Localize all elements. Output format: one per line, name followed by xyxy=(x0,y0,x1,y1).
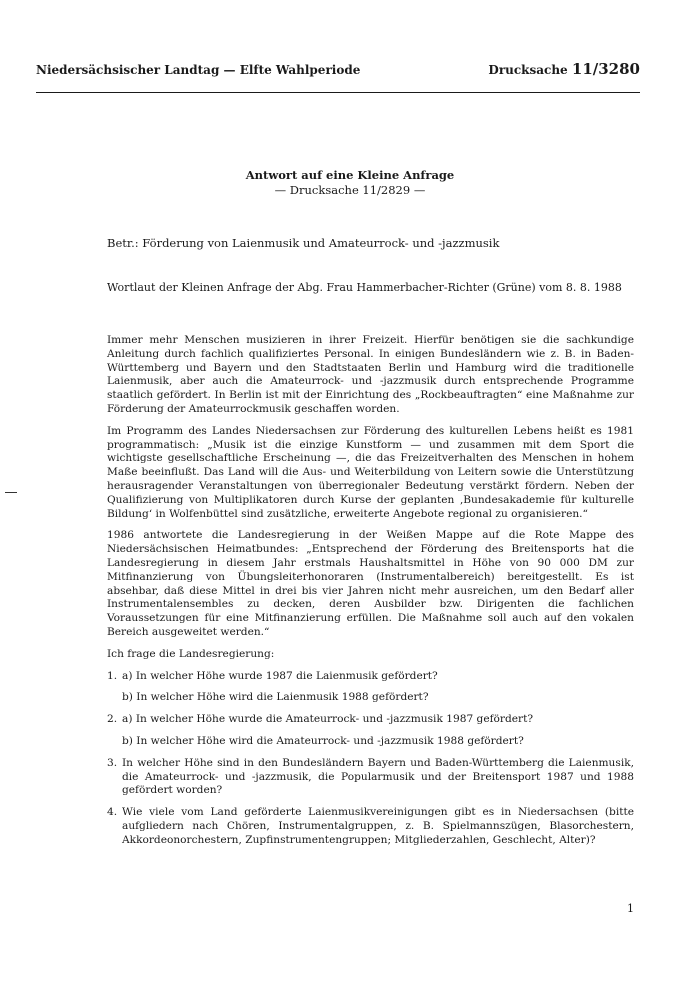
header-rule xyxy=(36,92,640,93)
question-number: 3. xyxy=(107,756,118,769)
margin-mark xyxy=(5,492,17,493)
inquiry-wording: Wortlaut der Kleinen Anfrage der Abg. Frau Hammerbacher-Richter (Grüne) vom 8. 8. 1988 xyxy=(107,281,622,294)
document-body xyxy=(107,334,634,856)
title-block xyxy=(0,168,700,198)
paragraph: Ich frage die Landesregierung: xyxy=(107,647,275,660)
header-drucksache-label: Drucksache xyxy=(488,63,568,77)
question-list xyxy=(107,670,634,848)
header-drucksache xyxy=(488,60,640,78)
header-parliament: Niedersächsischer Landtag — Elfte Wahlperiode xyxy=(36,63,361,77)
page-number: 1 xyxy=(627,902,634,915)
question-item xyxy=(107,670,634,684)
document-title: Antwort auf eine Kleine Anfrage xyxy=(245,168,455,182)
paragraph: 1986 antwortete die Landesregierung in der Weißen Mappe auf die Rote Mappe des Niedersächsischen Heimatbundes: „Entsprechend der Förderung des Breitensports hat die Landesregierung in diesem Jahr erstmals Haushaltsmittel in Höhe von 90 000 DM zur Mitfinanzierung von Übungsleiterhonoraren (Instrumentalbereich) bereitgestellt. Es ist absehbar, daß diese Mittel in drei bis vier Jahren nicht mehr ausreichen, um den Bedarf aller Instrumentalensembles zu decken, deren Ausbilder bzw. Dirigenten die fachlichen Voraussetzungen für eine Mitfinanzierung erfüllen. Die Maßnahme soll auch auf den vokalen Bereich ausgeweitet werden.“ xyxy=(107,529,634,638)
question-subitem: b) In welcher Höhe wird die Laienmusik 1988 gefördert? xyxy=(122,691,429,704)
question-text: a) In welcher Höhe wurde 1987 die Laienmusik gefördert? xyxy=(122,669,438,682)
page-header xyxy=(36,60,640,78)
question-number: 1. xyxy=(107,669,118,682)
question-number: 2. xyxy=(107,713,118,726)
header-drucksache-number: 11/3280 xyxy=(571,60,640,78)
document-subtitle: — Drucksache 11/2829 — xyxy=(274,183,426,197)
paragraph: Im Programm des Landes Niedersachsen zur Förderung des kulturellen Lebens heißt es 1981 programmatisch: „Musik ist die einzige Kunstform — und zusammen mit dem Sport die wichtigste gesellschaftliche Erscheinung —, die das Freizeitverhalten des Menschen in hohem Maße beeinflußt. Das Land will die Aus- und Weiterbildung von Leitern sowie die Unterstützung herausragender Veranstaltungen von überregionaler Bedeutung verstärkt fördern. Neben der Qualifizierung von Multiplikatoren durch Kurse der geplanten ‚Bundesakademie für kulturelle Bildung‘ in Wolfenbüttel sind zusätzliche, erweiterte Angebote regional zu organisieren.“ xyxy=(107,424,634,520)
question-number: 4. xyxy=(107,806,118,819)
question-item xyxy=(107,713,634,727)
question-text: a) In welcher Höhe wurde die Amateurrock- und -jazzmusik 1987 gefördert? xyxy=(122,713,534,726)
question-subitem: b) In welcher Höhe wird die Amateurrock- und -jazzmusik 1988 gefördert? xyxy=(122,734,524,747)
question-item xyxy=(107,806,634,847)
paragraph: Immer mehr Menschen musizieren in ihrer Freizeit. Hierfür benötigen sie die sachkundige Anleitung durch fachlich qualifiziertes Personal. In einigen Bundesländern wie z. B. in Baden-Württemberg und Bayern und den Stadtstaaten Berlin und Hamburg wird die traditionelle Laienmusik, aber auch die Amateurrock- und -jazzmusik durch entsprechende Programme staatlich gefördert. In Berlin ist mit der Einrichtung des „Rockbeauftragten“ eine Maßnahme zur Förderung der Amateurrockmusik geschaffen worden. xyxy=(107,334,634,415)
question-item xyxy=(107,757,634,798)
question-text: Wie viele vom Land geförderte Laienmusikvereinigungen gibt es in Niedersachsen (bitte aufgliedern nach Chören, Instrumentalgruppen, z. B. Spielmannszügen, Blasorchestern, Akkordeonorchestern, Zupfinstrumentengruppen; Mitgliederzahlen, Geschlecht, Alter)? xyxy=(122,806,634,846)
subject-line: Betr.: Förderung von Laienmusik und Amateurrock- und -jazzmusik xyxy=(107,236,500,250)
question-text: In welcher Höhe sind in den Bundesländern Bayern und Baden-Württemberg die Laienmusik, die Amateurrock- und -jazzmusik, die Popularmusik und der Breitensport 1987 und 1988 gefördert worden? xyxy=(122,756,634,797)
